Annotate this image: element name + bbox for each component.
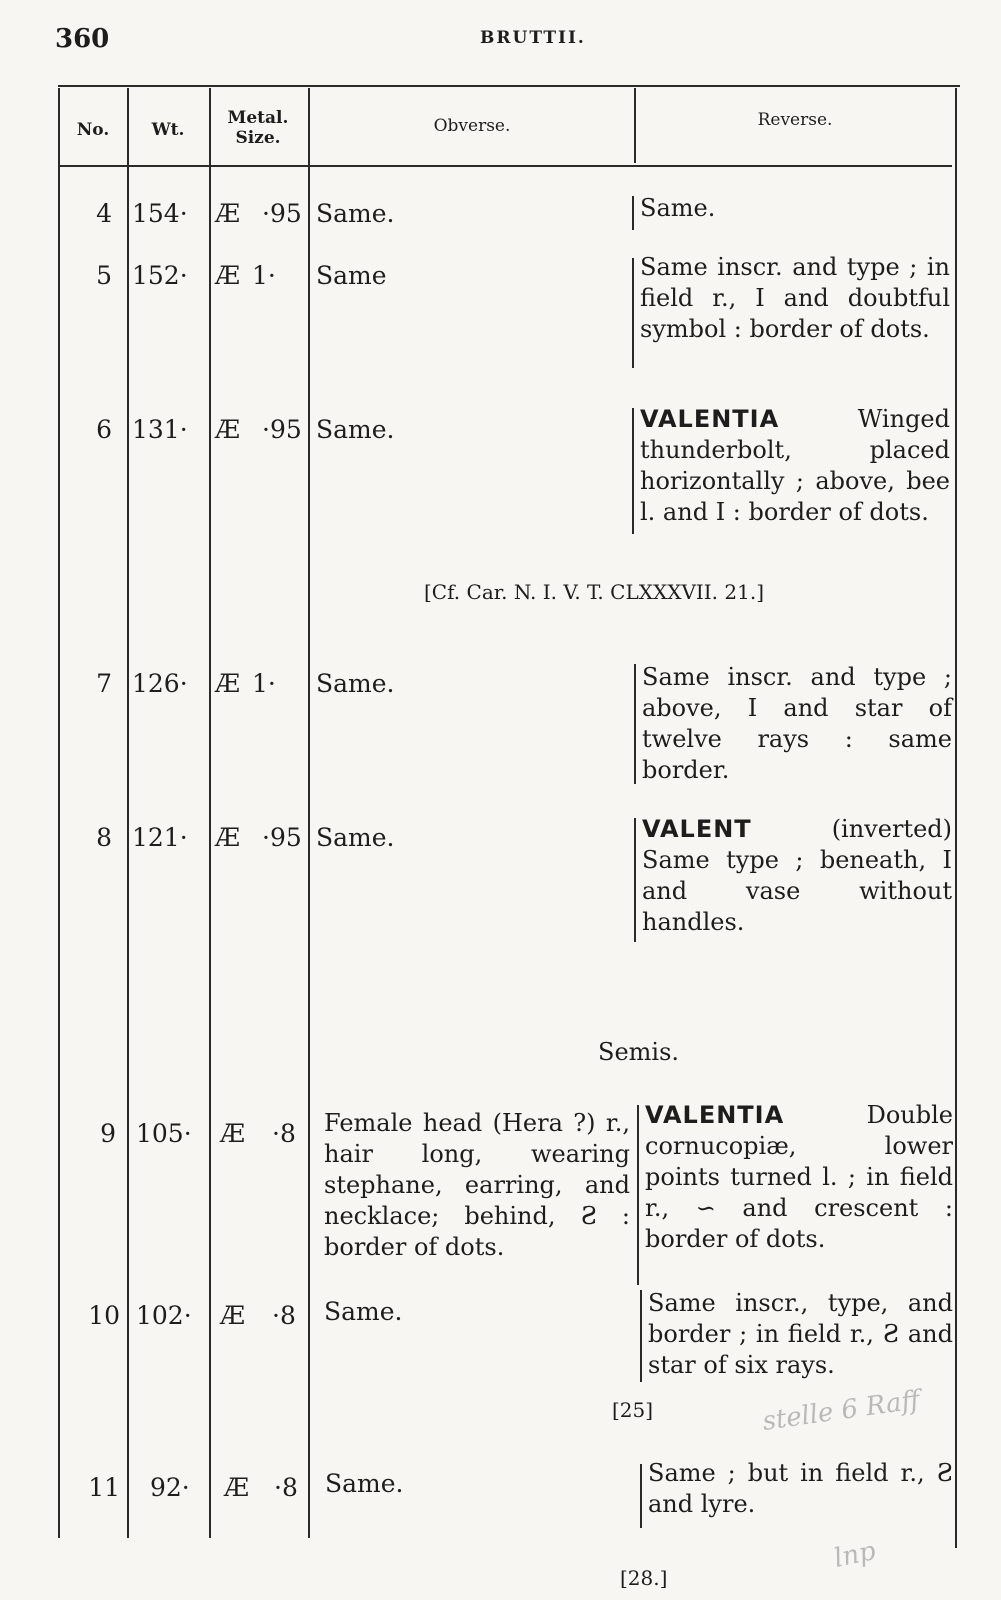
col-metal-obverse-rule [308,88,310,1538]
row-no: 10 [88,1301,120,1330]
running-head: BRUTTII. [480,28,586,48]
header-wt: Wt. [151,120,185,140]
row-obverse: Same [316,261,387,290]
row-size: ·8 [274,1473,298,1502]
row-obverse: Same. [316,669,395,698]
row-no: 9 [100,1119,116,1148]
row-size: ·95 [262,199,302,228]
reverse-text: Same inscr., type, and border ; in field r., Ƨ and star of six rays. [648,1289,953,1379]
row-wt: 102· [136,1301,192,1330]
row-wt: 121· [132,823,188,852]
row-metal: Æ [215,199,241,228]
reverse-text: Same. [640,194,716,222]
row-no: 4 [96,199,112,228]
reverse-inscription: VALENTIA [645,1101,785,1129]
row-obverse: Same. [324,1297,403,1326]
row-wt: 154· [132,199,188,228]
reverse-rule [640,1290,642,1382]
handwritten-note: lnp [831,1535,879,1575]
reverse-text: Same ; but in field r., Ƨ and lyre. [648,1459,953,1518]
row-obverse: Female head (Hera ?) r., hair long, wearing stephane, earring, and necklace; behind, Ƨ : border of dots. [324,1109,630,1261]
col-no-wt-rule [127,88,129,1538]
row-metal: Æ [215,261,241,290]
row-wt: 126· [132,669,188,698]
table-right-rule [955,88,957,1548]
reverse-rule [632,258,634,368]
reverse-text: Winged thunderbolt, placed horizontally ; above, bee l. and I : border of dots. [640,405,950,526]
table-top-rule [58,85,960,87]
header-bottom-rule [60,165,952,167]
row-size: ·8 [272,1301,296,1330]
col-obverse-reverse-rule [634,88,636,163]
reverse-text: Same inscr. and type ; in field r., I and doubtful symbol : border of dots. [640,253,950,343]
row-no: 11 [88,1473,120,1502]
header-metal-size: Metal. Size. [227,108,289,148]
reverse-inscription: VALENTIA [640,405,780,433]
row-no: 5 [96,261,112,290]
reverse-inscription: VALENT [642,815,752,843]
row-reverse [640,252,950,345]
header-obverse: Obverse. [433,116,511,136]
page-number: 360 [55,24,110,54]
row-obverse: Same. [325,1469,404,1498]
row-metal: Æ [215,669,241,698]
row-metal: Æ [220,1119,246,1148]
row-metal: Æ [215,823,241,852]
handwritten-note: stelle 6 Raff [760,1385,922,1437]
reverse-rule [634,818,636,942]
header-no: No. [76,120,110,140]
col-wt-metal-rule [209,88,211,1538]
row-reverse [645,1100,953,1255]
row-reverse [642,662,952,786]
header-reverse: Reverse. [757,110,833,130]
row-size: ·95 [262,823,302,852]
row-reverse [648,1288,953,1381]
row-reverse [642,814,952,938]
row-obverse: Same. [316,823,395,852]
row-metal: Æ [220,1301,246,1330]
row-size: ·8 [272,1119,296,1148]
reverse-text: Double cornucopiæ, lower points turned l. ; in field r., ∽ and crescent : border of dots. [645,1101,953,1253]
row-metal: Æ [215,415,241,444]
row-metal: Æ [224,1473,250,1502]
reference-note: [28.] [620,1566,668,1590]
row-no: 8 [96,823,112,852]
row-size: ·95 [262,415,302,444]
row-reverse [640,404,950,528]
row-wt: 105· [136,1119,192,1148]
reverse-rule [632,196,634,230]
row-size: 1· [252,261,276,290]
row-reverse [648,1458,953,1520]
reverse-rule [640,1464,642,1528]
reverse-rule [637,1105,639,1285]
row-size: 1· [252,669,276,698]
row-obverse: Same. [316,415,395,444]
reverse-text: (inverted) Same type ; beneath, I and vase without handles. [642,815,952,936]
row-no: 7 [96,669,112,698]
reverse-text: Same inscr. and type ; above, I and star of twelve rays : same border. [642,663,952,784]
row-obverse: Same. [316,199,395,228]
table-left-rule [58,88,60,1538]
row-wt: 92· [150,1473,190,1502]
reverse-rule [634,664,636,784]
reference-note: [Cf. Car. N. I. V. T. CLXXXVII. 21.] [424,580,765,604]
row-no: 6 [96,415,112,444]
reference-note: [25] [612,1398,654,1422]
row-reverse [640,193,950,224]
section-heading: Semis. [598,1038,680,1066]
row-wt: 152· [132,261,188,290]
row-wt: 131· [132,415,188,444]
reverse-rule [632,408,634,534]
